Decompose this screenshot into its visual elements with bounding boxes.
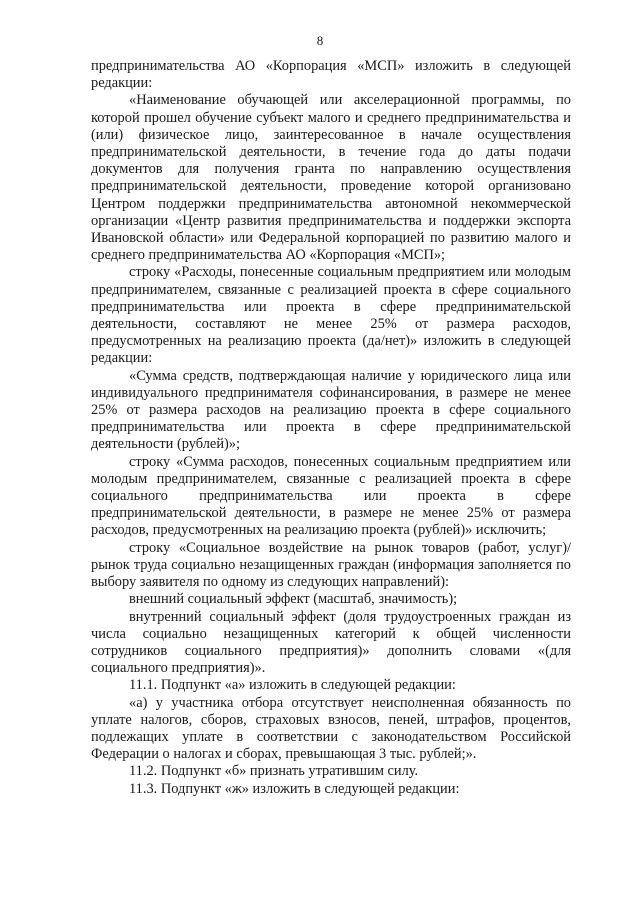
page-number: 8	[316, 33, 324, 48]
paragraph-9: 11.1. Подпункт «а» изложить в следующей редакции:	[129, 677, 456, 694]
paragraph-2: «Наименование обучающей или акселерационной программы, по которой прошел обучение субъект малого и среднего предпринимательства и (или) физическое лицо, заинтересованное в начале осуществления предпринимательской деятельности, в течение года до даты подачи документов для получения гранта по направлению осуществления предпринимательской деятельности, проведение которой организовано Центром поддержки предпринимательства автономной некоммерческой организации «Центр развития предпринимательства и поддержки экспорта Ивановской области» или Федеральной корпорацией по развитию малого и среднего предпринимательства АО «Корпорация «МСП»;	[91, 92, 571, 264]
paragraph-10: «а) у участника отбора отсутствует неисполненная обязанность по уплате налогов, сборов, страховых взносов, пеней, штрафов, процентов, подлежащих уплате в соответствии с законодательством Российской Федерации о налогах и сборах, превышающая 3 тыс. рублей;».	[91, 694, 571, 763]
paragraph-12: 11.3. Подпункт «ж» изложить в следующей редакции:	[129, 780, 460, 797]
paragraph-8: внутренний социальный эффект (доля трудоустроенных граждан из числа социально незащищенных категорий к общей численности сотрудников социального предприятия)» дополнить словами «(для социального предприятия)».	[91, 608, 571, 677]
paragraph-6: строку «Социальное воздействие на рынок товаров (работ, услуг)/рынок труда социально незащищенных граждан (информация заполняется по выбору заявителя по одному из следующих направлений):	[91, 539, 571, 591]
paragraph-11: 11.2. Подпункт «б» признать утратившим силу.	[129, 763, 419, 780]
paragraph-4: «Сумма средств, подтверждающая наличие у юридического лица или индивидуального предпринимателя софинансирования, в размере не менее 25% от размера расходов на реализацию проекта в сфере социального предпринимательства или проекта в сфере предпринимательской деятельности (рублей)»;	[91, 367, 571, 453]
paragraph-1: предпринимательства АО «Корпорация «МСП» изложить в следующей редакции:	[91, 58, 571, 92]
paragraph-5: строку «Сумма расходов, понесенных социальным предприятием или молодым предпринимателем, связанные с реализацией проекта в сфере социального предпринимательства или проекта в сфере предпринимательской деятельности, в размере не менее 25% от размера расходов, предусмотренных на реализацию проекта (рублей)» исключить;	[91, 453, 571, 539]
paragraph-7: внешний социальный эффект (масштаб, значимость);	[129, 591, 458, 608]
document-body	[91, 58, 571, 798]
paragraph-3: строку «Расходы, понесенные социальным предприятием или молодым предпринимателем, связанные с реализацией проекта в сфере социального предпринимательства или проекта в сфере предпринимательской деятельности, составляют не менее 25% от размера расходов, предусмотренных на реализацию проекта (да/нет)» изложить в следующей редакции:	[91, 264, 571, 367]
